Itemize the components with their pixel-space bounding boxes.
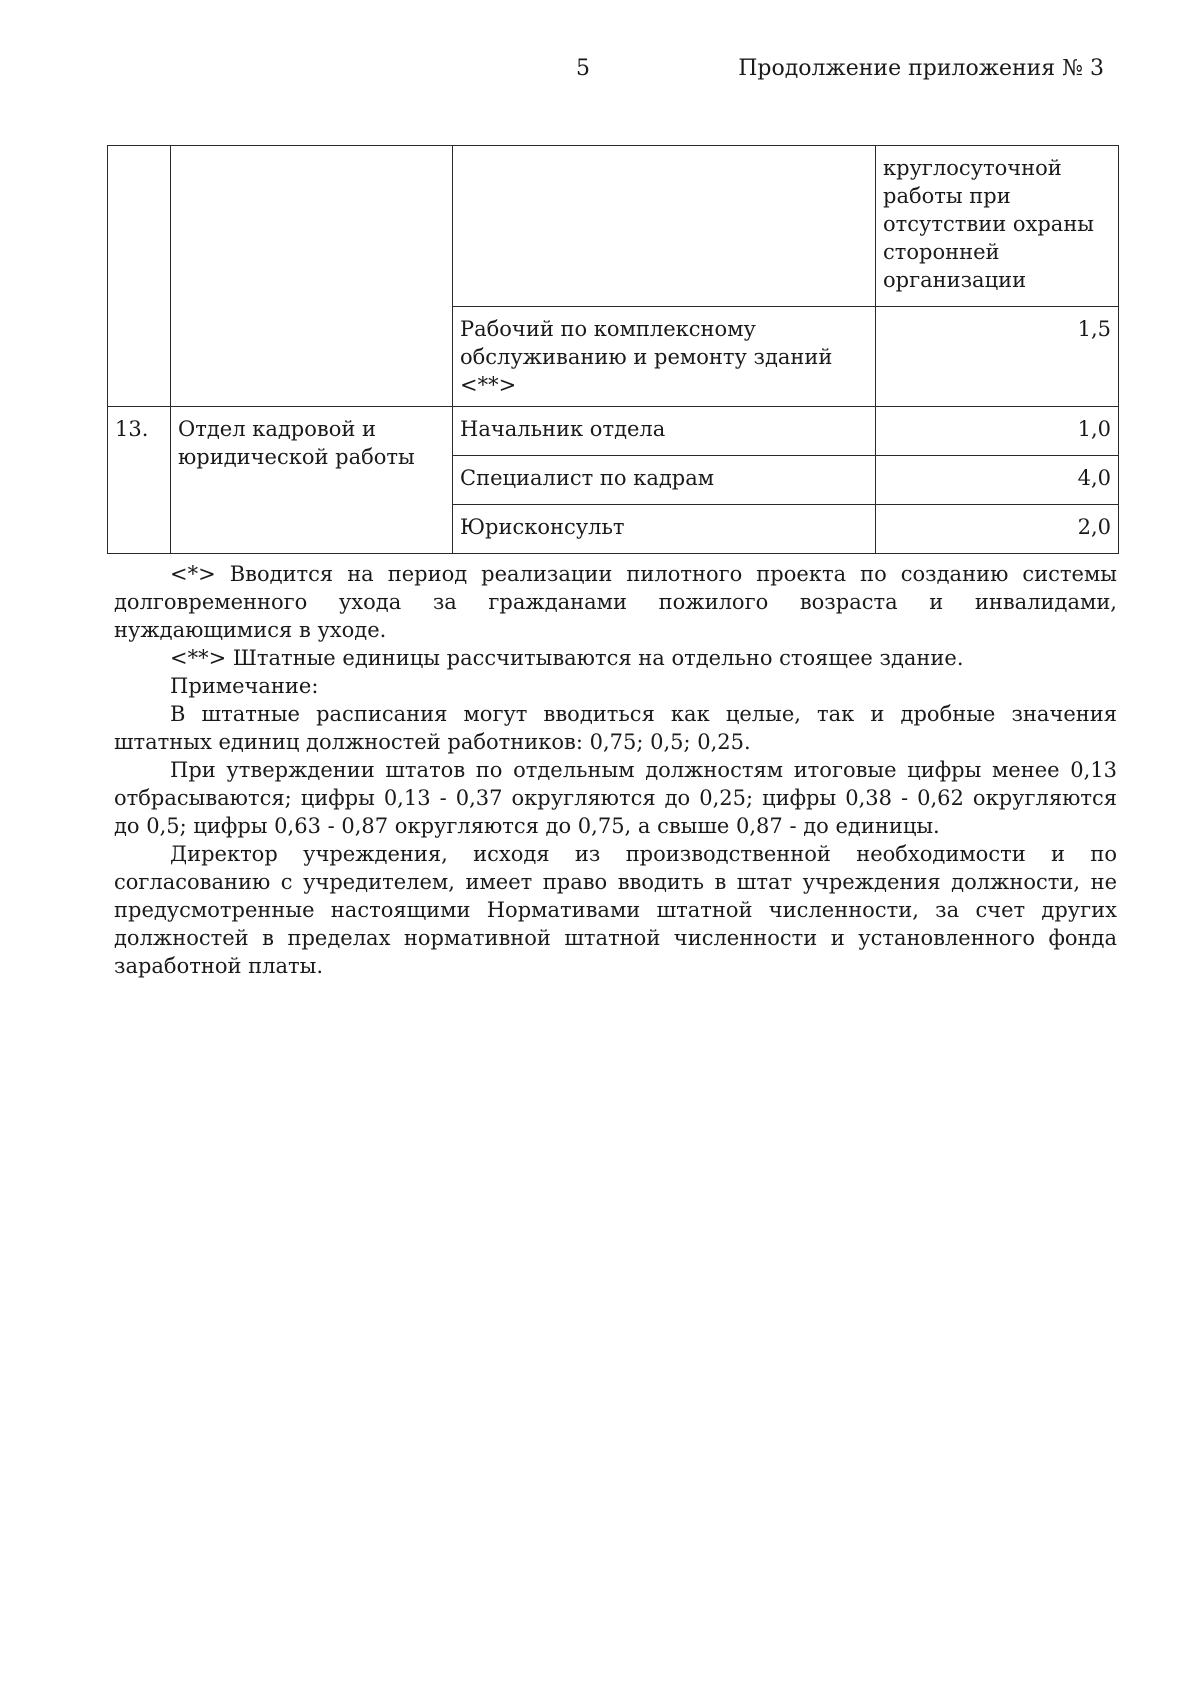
staff-units-cell: 2,0 xyxy=(876,505,1119,554)
row-number-cell xyxy=(108,146,171,407)
position-cell: Специалист по кадрам xyxy=(453,456,876,505)
staffing-table xyxy=(107,145,1119,554)
position-cell xyxy=(453,146,876,307)
staff-units-cell: 4,0 xyxy=(876,456,1119,505)
table-row xyxy=(108,407,1119,456)
staff-units-cell: 1,0 xyxy=(876,407,1119,456)
footnote-separate-building: <**> Штатные единицы рассчитываются на отдельно стоящее здание. xyxy=(170,646,964,670)
position-cell: Начальник отдела xyxy=(453,407,876,456)
page-number: 5 xyxy=(576,56,590,81)
note-paragraph-rounding-rules: При утверждении штатов по отдельным должностям итоговые цифры менее 0,13 отбрасываются; цифры 0,13 - 0,37 округляются до 0,25; цифры 0,38 - 0,62 округляются до 0,5; цифры 0,63 - 0,87 округляются до 0,75, а свыше 0,87 - до единицы. xyxy=(114,758,1117,838)
notes-section xyxy=(114,560,1117,980)
note-paragraph-director-rights: Директор учреждения, исходя из производственной необходимости и по согласованию с учредителем, имеет право вводить в штат учреждения должности, не предусмотренные настоящими Нормативами штатной численности, за счет других должностей в пределах нормативной штатной численности и установленного фонда заработной платы. xyxy=(114,842,1117,978)
row-number-cell: 13. xyxy=(108,407,171,554)
position-cell: Рабочий по комплексному обслуживанию и ремонту зданий <**> xyxy=(453,307,876,407)
table-row xyxy=(108,146,1119,307)
unit-name-cell xyxy=(171,146,453,407)
appendix-continuation-label: Продолжение приложения № 3 xyxy=(738,56,1104,81)
position-cell: Юрисконсульт xyxy=(453,505,876,554)
note-heading: Примечание: xyxy=(170,674,319,698)
note-paragraph-fractional-units: В штатные расписания могут вводиться как целые, так и дробные значения штатных единиц должностей работников: 0,75; 0,5; 0,25. xyxy=(114,702,1117,754)
unit-name-cell: Отдел кадровой и юридической работы xyxy=(171,407,453,554)
staff-units-cell: 1,5 xyxy=(876,307,1119,407)
staff-units-cell: круглосуточной работы при отсутствии охраны сторонней организации xyxy=(876,146,1119,307)
footnote-pilot-project: <*> Вводится на период реализации пилотного проекта по созданию системы долговременного ухода за гражданами пожилого возраста и инвалидами, нуждающимися в уходе. xyxy=(114,562,1117,642)
